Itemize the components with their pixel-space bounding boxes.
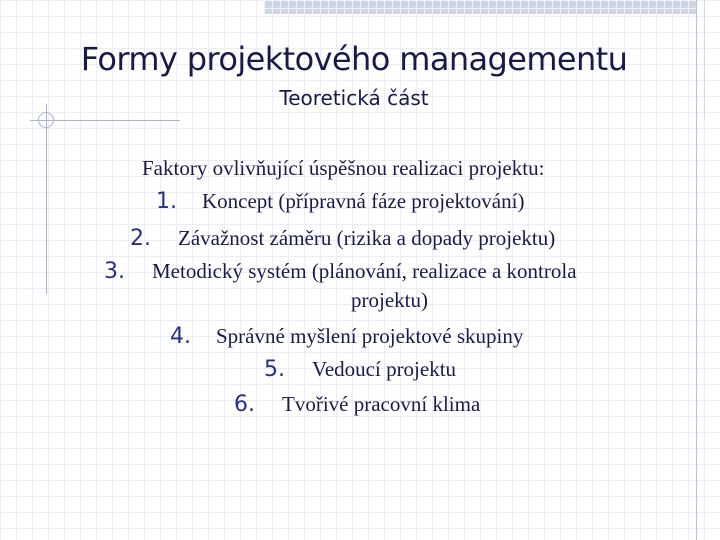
list-item-continuation: projektu) [351, 288, 428, 312]
list-item [156, 189, 524, 214]
list-item-text: Tvořivé pracovní klima [282, 392, 481, 416]
list-item-number: 2. [130, 226, 151, 251]
list-item [170, 324, 523, 349]
slide-subtitle: Teoretická část [279, 86, 429, 110]
list-item [130, 226, 555, 251]
list-item-text: Správné myšlení projektové skupiny [216, 324, 524, 348]
list-item-text: Koncept (přípravná fáze projektování) [202, 189, 525, 213]
intro-text: Faktory ovlivňující úspěšnou realizaci projektu: [142, 156, 545, 180]
list-item [264, 357, 456, 382]
slide-title: Formy projektového managementu [80, 40, 628, 78]
list-item-number: 3. [104, 259, 125, 284]
list-item-number: 1. [156, 189, 177, 214]
list-item-text: Metodický systém (plánování, realizace a kontrola [152, 259, 577, 283]
list-item-number: 5. [264, 357, 285, 382]
list-item-text: Závažnost záměru (rizika a dopady projektu) [178, 226, 556, 250]
list-item [104, 259, 577, 284]
list-item [234, 392, 480, 417]
list-item-number: 6. [234, 392, 255, 417]
list-item-number: 4. [170, 324, 191, 349]
list-item-text: Vedoucí projektu [312, 357, 457, 381]
